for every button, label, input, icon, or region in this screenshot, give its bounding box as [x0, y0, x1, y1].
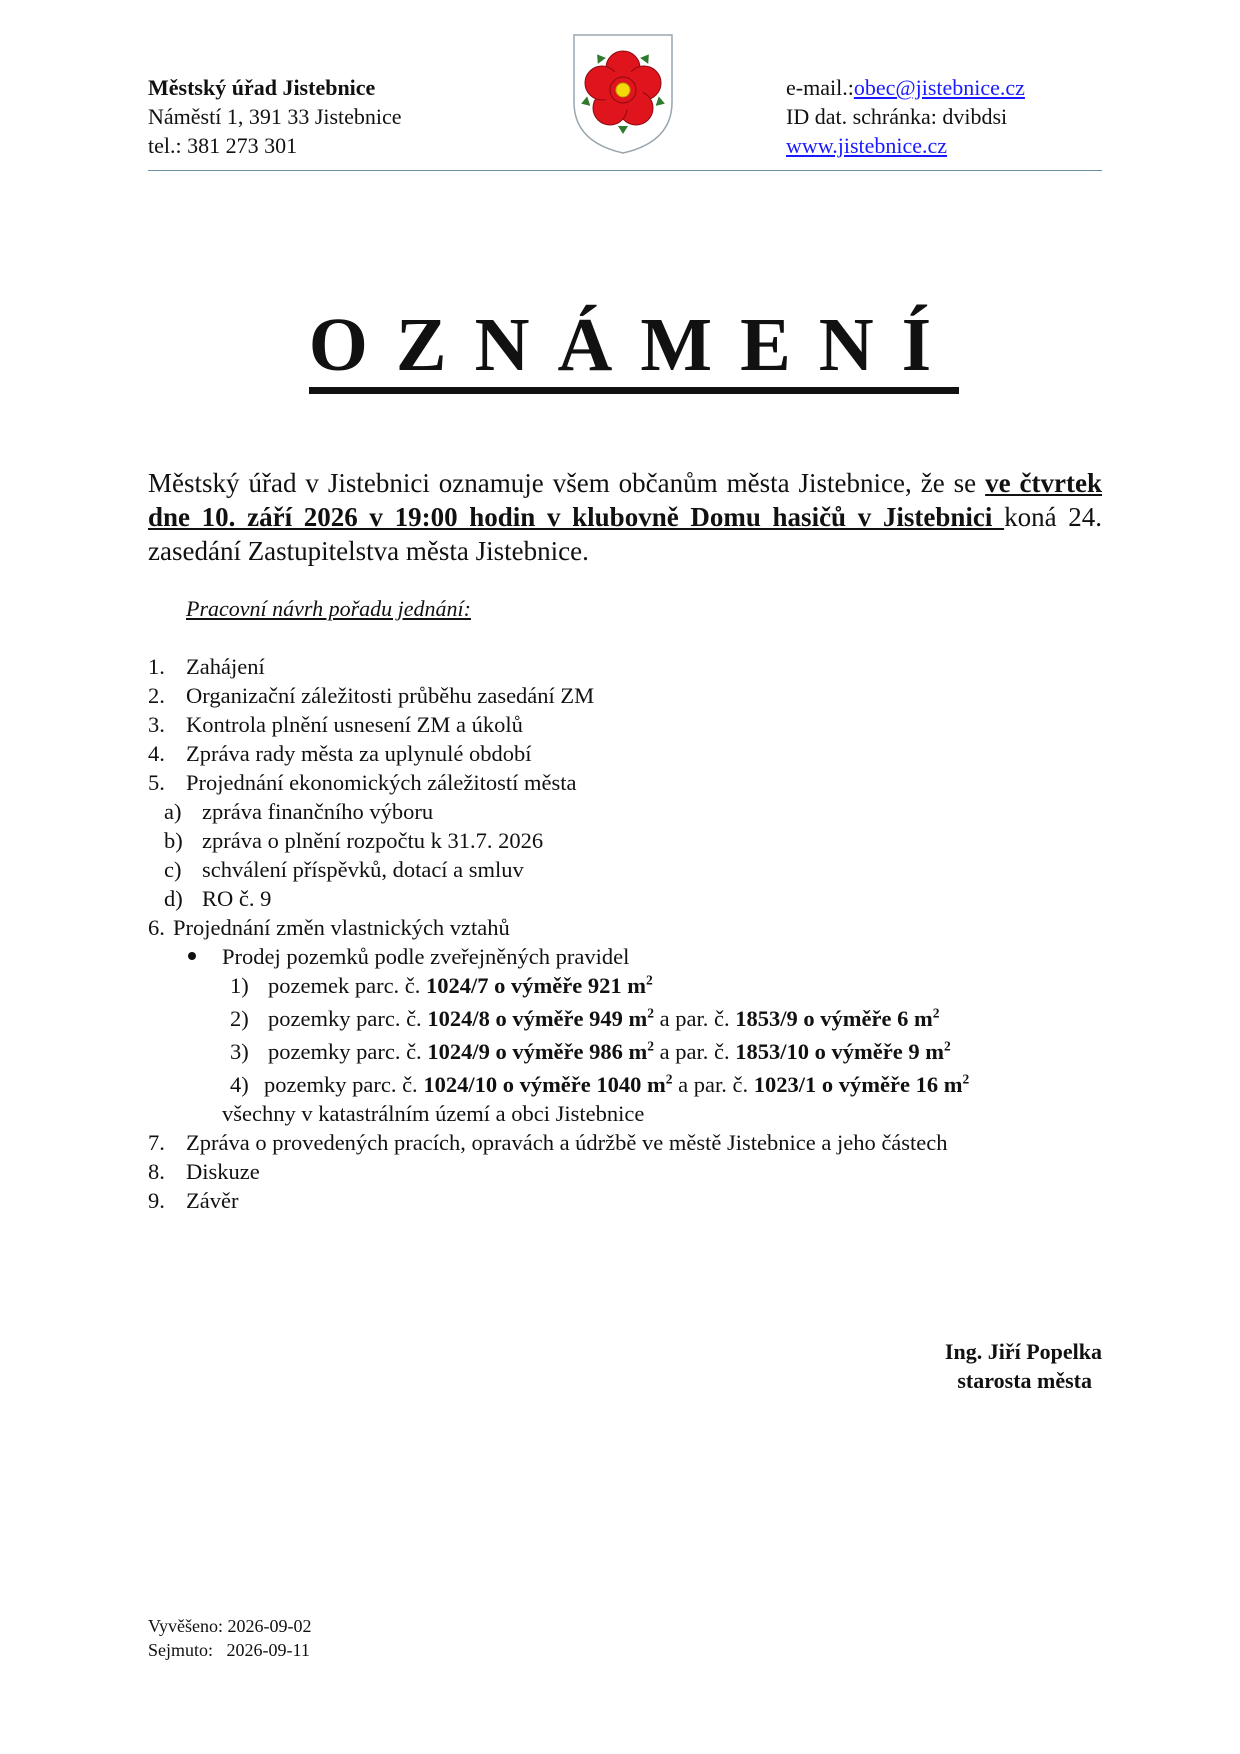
agenda-item: 1. Zahájení — [148, 654, 265, 679]
signatory-name: Ing. Jiří Popelka — [944, 1339, 1102, 1364]
contact-block — [786, 73, 1025, 160]
agenda-title: Pracovní návrh pořadu jednání: — [186, 596, 471, 621]
agenda-bullet: Prodej pozemků podle zveřejněných pravidel — [188, 942, 629, 971]
agenda-item: 8. Diskuze — [148, 1159, 260, 1184]
agenda-subitem: b) zpráva o plnění rozpočtu k 31.7. 2026 — [164, 828, 544, 853]
email-line — [786, 73, 1025, 102]
email-label: e-mail.: — [786, 75, 854, 100]
agenda-item: 4. Zpráva rady města za uplynulé období — [148, 741, 532, 766]
office-name: Městský úřad Jistebnice — [148, 75, 376, 100]
agenda-item: 5. Projednání ekonomických záležitostí města — [148, 770, 577, 795]
posted-date: 2026-09-02 — [227, 1616, 312, 1636]
signatory-role: starosta města — [957, 1368, 1092, 1393]
posting-dates — [148, 1614, 312, 1662]
page-title: OZNÁMENÍ — [0, 300, 1240, 394]
website-link[interactable]: www.jistebnice.cz — [786, 133, 948, 158]
agenda-item: 9. Závěr — [148, 1188, 239, 1213]
parcel-item: 3) pozemky parc. č. 1024/9 o výměře 986 $m^2$ a par. č. 1853/10 o výměře 9 $m^2$ — [230, 1038, 951, 1064]
office-block — [148, 73, 402, 160]
removed-label: Sejmuto: — [148, 1640, 214, 1660]
header-divider — [148, 170, 1102, 171]
parcel-item: 1) pozemek parc. č. 1024/7 o výměře 921 $m^2$ — [230, 972, 653, 998]
parcel-item: 2) pozemky parc. č. 1024/8 o výměře 949 $m^2$ a par. č. 1853/9 o výměře 6 $m^2$ — [230, 1005, 940, 1031]
meeting-date-place: ve čtvrtek dne 10. září 2026 v 19:00 hodin v klubovně Domu hasičů v Jistebnici — [148, 468, 1103, 532]
bullet-icon — [188, 952, 196, 960]
agenda-subitem: a) zpráva finančního výboru — [164, 799, 434, 824]
agenda-item: 6. Projednání změn vlastnických vztahů — [148, 915, 510, 940]
rose-crest-icon — [570, 32, 676, 156]
announcement-text: Městský úřad v Jistebnici oznamuje všem občanům města Jistebnice, že se ve čtvrtek dne 10. září 2026 v 19:00 hodin v klubovně Domu hasičů v Jistebnici koná 24. zasedání Zastupitelstva města Jistebnice. — [148, 468, 1103, 566]
agenda-item: 3. Kontrola plnění usnesení ZM a úkolů — [148, 712, 523, 737]
parcel-note: všechny v katastrálním území a obci Jistebnice — [222, 1101, 645, 1126]
removed-date: 2026-09-11 — [226, 1640, 310, 1660]
agenda-subitem: d) RO č. 9 — [164, 886, 272, 911]
office-address: Náměstí 1, 391 33 Jistebnice — [148, 104, 402, 129]
agenda-subitem: c) schválení příspěvků, dotací a smluv — [164, 857, 524, 882]
databox-id: ID dat. schránka: dvibdsi — [786, 104, 1008, 129]
office-phone: tel.: 381 273 301 — [148, 133, 298, 158]
signature-block — [945, 1337, 1102, 1395]
agenda-item: 2. Organizační záležitosti průběhu zasedání ZM — [148, 683, 595, 708]
email-link[interactable]: obec@jistebnice.cz — [853, 75, 1025, 100]
posted-label: Vyvěšeno: — [148, 1616, 223, 1636]
agenda-item: 7. Zpráva o provedených pracích, opravách a údržbě ve městě Jistebnice a jeho částech — [148, 1130, 948, 1155]
parcel-item: 4) pozemky parc. č. 1024/10 o výměře 1040 $m^2$ a par. č. 1023/1 o výměře 16 $m^2$ — [230, 1071, 970, 1097]
